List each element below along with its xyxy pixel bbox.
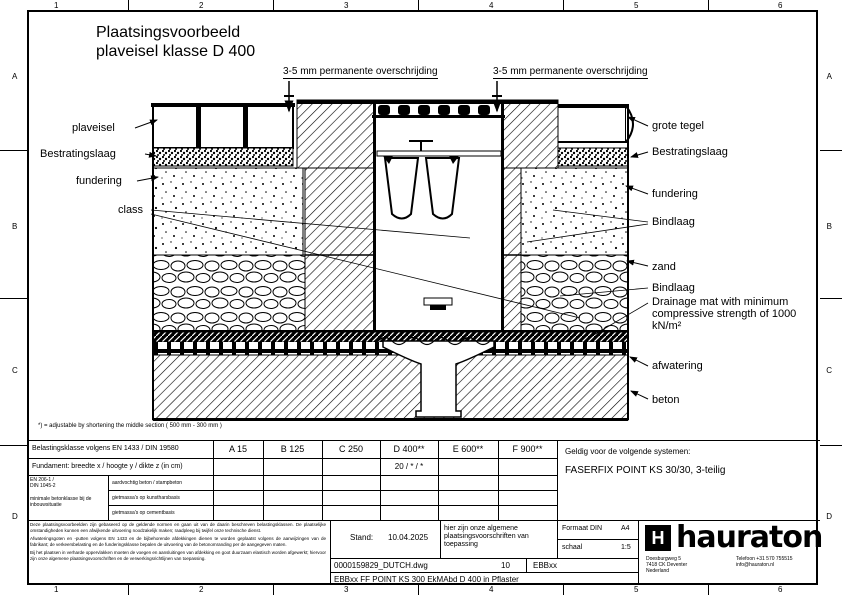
ruler-tick	[418, 0, 419, 10]
address-line2: 7418 CK Deventer	[646, 562, 688, 568]
table-line	[526, 558, 527, 572]
disclaimer-p2: Afwateringsgoten en -putten volgens EN 1433 en de bijbehorende afdekkingen dienen te worden geplaatst volgens de aanwijzingen van de fabrikant; de verkeersbelasting en de funderingsklasse bepalen de uitvoering van de betonomranding per de aangegeven maten.	[30, 536, 326, 547]
class-a15: A 15	[228, 444, 248, 454]
concrete-row-3: gietmassa's op cementbasis	[112, 510, 175, 516]
stand-value: 10.04.2025	[388, 533, 429, 542]
label-bestratingslaag2: Bestratingslaag	[652, 146, 728, 158]
ruler-letter: D	[826, 512, 832, 521]
ruler-number: 3	[344, 585, 349, 594]
table-line	[27, 440, 820, 441]
ruler-letter: B	[826, 222, 832, 231]
scale-value: 1:5	[621, 544, 631, 551]
table-line	[638, 520, 639, 585]
table-line	[27, 475, 557, 476]
ruler-tick	[128, 0, 129, 10]
logo-glyph: H	[651, 527, 665, 548]
contact-email: info@hauraton.nl	[736, 562, 775, 568]
disclaimer	[30, 522, 326, 561]
drawing-code: EBBxx	[533, 561, 558, 570]
table-line	[557, 539, 638, 540]
ruler-number: 6	[778, 1, 783, 10]
ruler-tick	[418, 585, 419, 595]
ruler-tick	[708, 585, 709, 595]
format-value: A4	[621, 525, 630, 532]
contact-block	[736, 556, 818, 568]
valid-for-label: Geldig voor de volgende systemen:	[565, 447, 691, 456]
label-bestratingslaag: Bestratingslaag	[40, 148, 116, 160]
sheet-number: 10	[501, 561, 510, 570]
class-f900: F 900**	[512, 444, 543, 454]
foundation-d400-value: 20 / * / *	[394, 462, 424, 471]
file-name: 0000159829_DUTCH.dwg	[334, 561, 428, 570]
page-title	[96, 23, 255, 61]
norm-line2: DIN 1045-2	[30, 483, 56, 489]
disclaimer-p3: Bij het plaatsen in verharde oppervlakken moeten de voegen en aansluitingen van afdekking en goot duurzaam elastisch worden afgewerkt; hiervoor zijn onze algemene plaatsingsvoorschriften en de verwerkingsrichtlijnen van toepassing.	[30, 550, 326, 561]
label-fundering: fundering	[76, 175, 122, 187]
label-class: class	[118, 204, 144, 216]
system-name: FASERFIX POINT KS 30/30, 3-teilig	[565, 465, 726, 476]
general-note: hier zijn onze algemene plaatsingsvoorschriften van toepassing	[444, 525, 529, 548]
label-fundering2: fundering	[652, 188, 698, 200]
footnote: *) = adjustable by shortening the middle section ( 500 mm - 300 mm )	[38, 423, 222, 429]
ruler-letter: C	[12, 366, 18, 375]
ruler-tick	[128, 585, 129, 595]
table-line	[108, 490, 557, 491]
class-c250: C 250	[338, 444, 364, 454]
ruler-number: 4	[489, 1, 494, 10]
table-line	[440, 520, 441, 558]
ruler-number: 1	[54, 1, 59, 10]
label-zand: zand	[652, 261, 676, 273]
ruler-letter: A	[12, 72, 18, 81]
table-line	[557, 440, 558, 558]
title-line1: Plaatsingsvoorbeeld	[96, 24, 241, 41]
contact-phone: Telefoon +31 570 755515	[736, 556, 793, 562]
ruler-letter: D	[12, 512, 18, 521]
title-line2: plaveisel klasse D 400	[96, 43, 256, 60]
class-e600: E 600**	[452, 444, 484, 454]
ruler-letter: C	[826, 366, 832, 375]
load-class-label: Belastingsklasse volgens EN 1433 / DIN 19580	[32, 445, 179, 452]
ruler-tick	[0, 150, 27, 151]
ruler-tick	[708, 0, 709, 10]
ruler-tick	[0, 445, 27, 446]
table-line	[330, 558, 638, 559]
address-line1: Doesburgweg 5	[646, 556, 682, 562]
table-line	[108, 475, 109, 520]
ruler-tick	[273, 0, 274, 10]
address-block	[646, 556, 732, 574]
format-label: Formaat DIN	[562, 525, 603, 532]
concrete-row-1: aardvochtig beton / stampbeton	[112, 480, 183, 486]
table-line	[108, 505, 557, 506]
class-b125: B 125	[280, 444, 305, 454]
label-bindlaag1: Bindlaag	[652, 216, 695, 228]
ruler-number: 4	[489, 585, 494, 594]
ruler-tick	[820, 150, 842, 151]
ruler-letter: A	[826, 72, 832, 81]
norm-line1: EN 206-1 /	[30, 477, 54, 483]
stand-label: Stand:	[350, 533, 374, 542]
label-beton: beton	[652, 394, 680, 406]
ruler-number: 6	[778, 585, 783, 594]
hauraton-wordmark: hauraton	[676, 520, 823, 555]
norm-label	[30, 477, 106, 489]
ruler-tick	[0, 298, 27, 299]
scale-label: schaal	[562, 544, 583, 551]
ruler-tick	[273, 585, 274, 595]
ruler-tick	[820, 445, 842, 446]
foundation-label: Fundament: breedte x / hoogte y / dikte z (in cm)	[32, 463, 183, 470]
ruler-tick	[563, 0, 564, 10]
label-bindlaag2: Bindlaag	[652, 282, 695, 294]
ruler-tick	[563, 585, 564, 595]
ruler-number: 5	[634, 585, 639, 594]
concrete-row-2: gietmassa's op kunstharsbasis	[112, 495, 180, 501]
dimension-label-right: 3-5 mm permanente overschrijding	[493, 66, 648, 77]
dimension-label-left: 3-5 mm permanente overschrijding	[283, 66, 438, 77]
ruler-number: 1	[54, 585, 59, 594]
ruler-number: 3	[344, 1, 349, 10]
address-line3: Nederland	[646, 568, 670, 574]
hauraton-logo-icon	[645, 525, 671, 551]
ruler-number: 2	[199, 1, 204, 10]
table-line	[27, 458, 557, 459]
ruler-number: 5	[634, 1, 639, 10]
ruler-number: 2	[199, 585, 204, 594]
class-d400: D 400**	[393, 444, 425, 454]
label-afwatering: afwatering	[652, 360, 703, 372]
label-plaveisel: plaveisel	[72, 122, 115, 134]
ruler-letter: B	[12, 222, 18, 231]
table-line	[330, 572, 638, 573]
label-drainage-mat: Drainage mat with minimum compressive strength of 1000 kN/m²	[652, 296, 797, 332]
norm-sub-label: minimale betonklasse bij de inbouwsituatie	[30, 496, 92, 508]
label-grote-tegel: grote tegel	[652, 120, 704, 132]
disclaimer-p1: Deze plaatsingsvoorbeelden zijn gebaseerd op de geldende normen en gaan uit van de daarin beschreven belastingsklassen. De plaatselijke omstandigheden kunnen een afwijkende uitvoering noodzakelijk maken; raadpleeg bij twijfel onze technische dienst.	[30, 522, 326, 533]
document-title: EBBxx FF POINT KS 300 EkMAbd D 400 in Pflaster	[334, 575, 519, 584]
table-line	[330, 520, 331, 585]
